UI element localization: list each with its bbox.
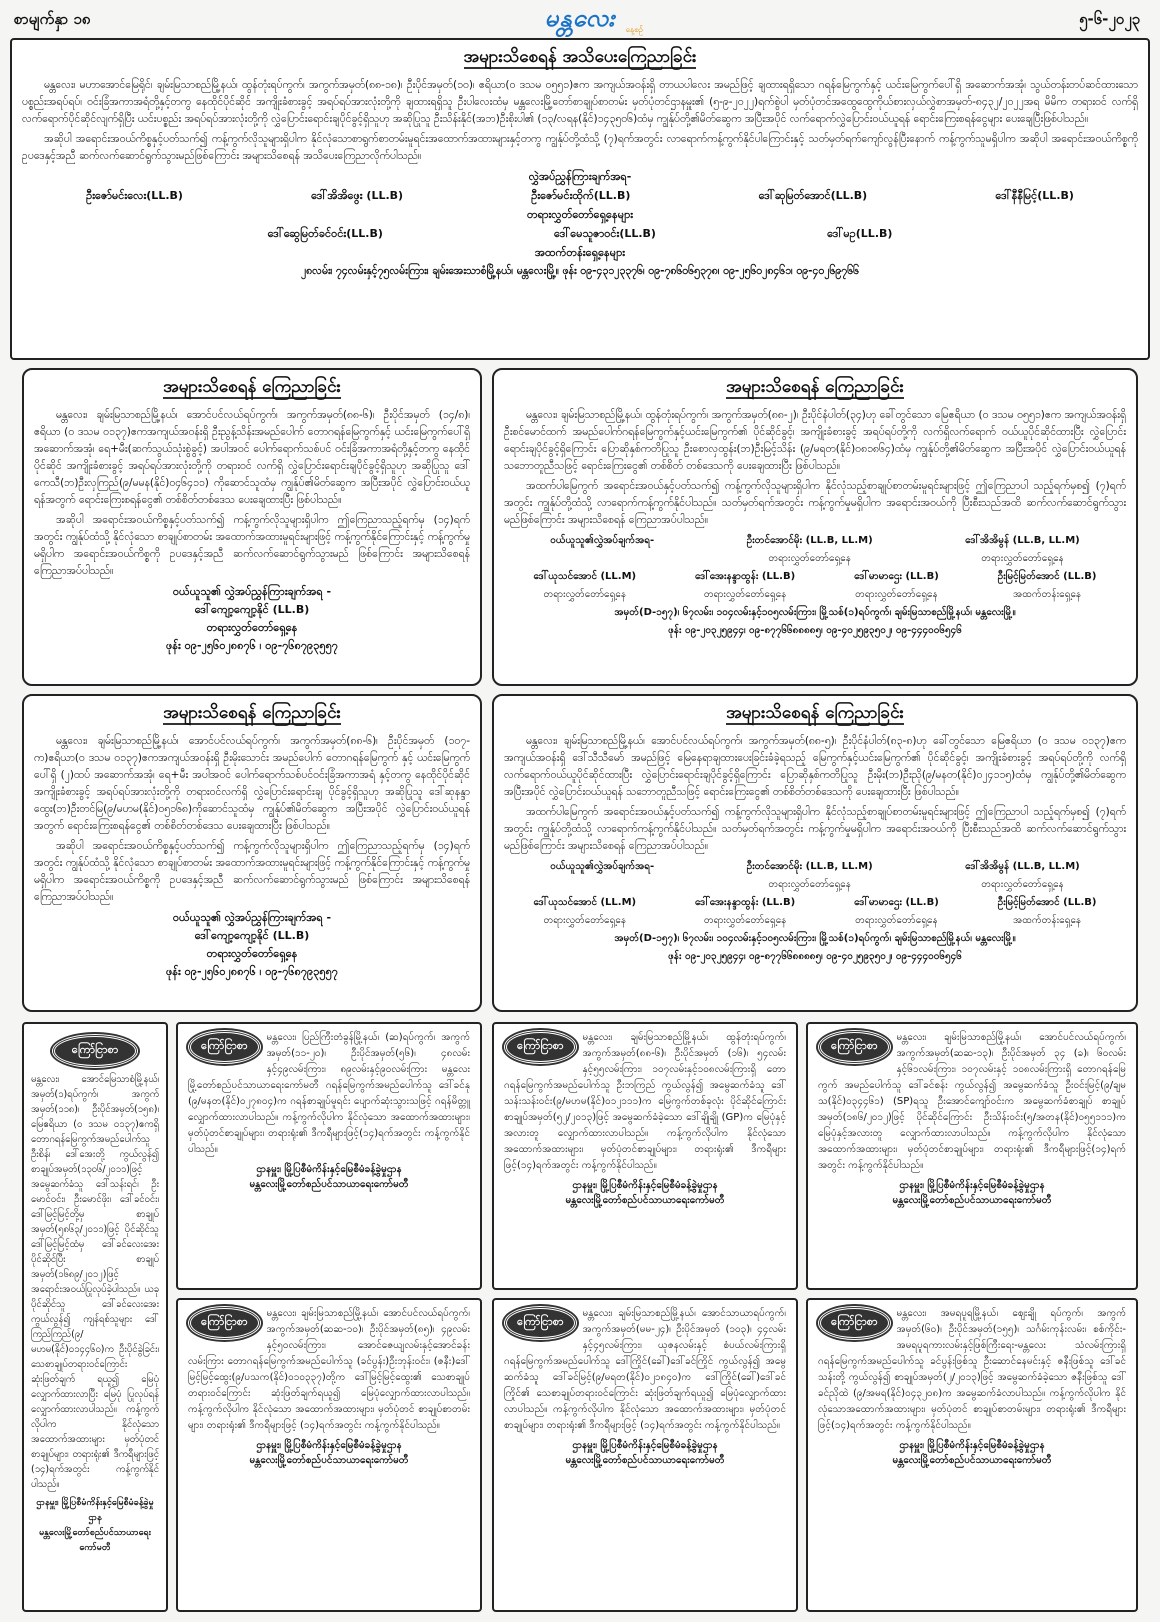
lawyer-row	[504, 532, 1126, 568]
ad-footer: မန္တလေးမြို့တော်စည်ပင်သာယာရေးကော်မတီ	[565, 1455, 725, 1466]
lawyer-role: တရားလွှတ်တော်ရှေ့နေ	[981, 553, 1064, 564]
ad-footer: ဌာနမှူး၊ မြို့ပြစီမံကိန်းနှင့်မြေစီမံခန့်ခွဲမှုဌာန	[899, 1180, 1045, 1191]
notice-title: အများသိစေရန် အသိပေးကြေညာခြင်း	[463, 47, 697, 67]
authority-line: ဝယ်ယူသူ၏ လွှဲအပ်ညွှန်ကြားချက်အရ -	[172, 911, 332, 924]
page-header	[0, 0, 1160, 38]
ad-text: မန္တလေး၊ အမရပူရမြို့နယ်၊ ဈေးချို ရပ်ကွက်၊ အကွက်အမှတ်(၆၀)၊ ဦးပိုင်အမှတ်(၁၅၅)၊ သင်္ဂမ်းကုန်းလမ်း၊ စစ်ကိုင်း-အမရပူရကားလမ်းနှင့်ဖြစ်ကြီးရေး-မန္တလေး သံလမ်းကြားရှိ ဂရန်မြေကွက်အမည်ပေါက်သူ ခင်ပွန်းဖြစ်သူ ဦးဆောင်နေမင်းနှင့် ဇနီးဖြစ်သူ ဒေါ်ခင်သန်းတို့ ကွယ်လွန်၍ စာချုပ်အမှတ်(၂/၂၀၁၃)ဖြင့် အမွေဆက်ခံခဲ့သော ဇနီးဖြစ်သူ ဒေါ်ခင်ညိုထဲ (၉/အမရ(နိုင်)၀၄၃၂၀၈)က အမွေဆက်ခံလာပါသည်။ ကန့်ကွက်လိုပါက နိုင်လုံသောအထောက်အထားများ၊ မှတ်ပုံတင် စာချုပ်စာတမ်းများ၊ တရားရုံး၏ ဒီကရီများဖြင့်(၁၄)ရက်အတွင်း ကန့်ကွက်နိုင်ပါသည်။	[818, 1308, 1126, 1431]
ad-footer: ဌာနမှူး၊ မြို့ပြစီမံကိန်းနှင့်မြေစီမံခန့်ခွဲမှုဌာန	[572, 1180, 718, 1191]
lawyer-row	[22, 224, 1138, 244]
lawyer-block	[747, 858, 873, 894]
contact-phone: ဖုန်း ၀၉-၂၀၃၂၅၉၄၄၊ ၀၉-၈၇၇၆၆၈၈၈၈၅၊ ၀၉-၄၀၂၅၉၃၅၀၂၊ ၀၉-၄၄၄၀၀၆၅၄၆	[668, 625, 962, 636]
notice-title: အများသိစေရန် ကြေညာခြင်း	[163, 703, 341, 723]
ad-footer: မန္တလေးမြို့တော်စည်ပင်သာယာရေးကော်မတီ	[249, 1179, 409, 1190]
lawyer-row	[22, 186, 1138, 206]
lawyer-row	[504, 894, 1126, 930]
small-ad-5	[492, 1298, 798, 1612]
authority-line: ဝယ်ယူသူ၏ လွှဲအပ်ညွှန်ကြားချက်အရ -	[172, 585, 332, 598]
ad-badge: ကြော်ငြာစာ	[504, 1030, 577, 1064]
authority-line: ဝယ်ယူသူ၏လွှဲအပ်ချက်အရ-	[550, 535, 655, 546]
lawyer-row	[504, 568, 1126, 604]
lawyer-name: ဦးဇော်မင်းထိုက်(LL.B)	[531, 189, 631, 202]
notice-paragraph: အဆိုပါ အရောင်းအဝယ်ကိစ္စနှင့်ပတ်သက်၍ ကန့်ကွက်လိုသူများရှိပါက နိုင်လုံသောစာရွက်စာတမ်းမူရင်းအထောက်အထားများနှင့်တကွ ကျွန်ုပ်တို့ထံသို့ (၇)ရက်အတွင်း လာရောက်ကန့်ကွက်နိုင်ပါကြောင်းနှင့် သတ်မှတ်ရက်ကျော်လွန်ပြီးနောက် ကန့်ကွက်သူမရှိပါက အဆိုပါ အရောင်းအဝယ်ကိစ္စကို ဥပဒေနှင့်အညီ ဆက်လက်ဆောင်ရွက်သွားမည်ဖြစ်ကြောင်း အများသိစေရန် အသိပေးကြေညာလိုက်ပါသည်။	[22, 133, 1138, 162]
contact-address: အမှတ်(D-၁၅၇)၊ ၆၇လမ်း၊ ၁၀၄လမ်းနှင့်၁၀၅လမ်းကြား၊ မြို့သစ်(၁)ရပ်ကွက်၊ ချမ်းမြသာစည်မြို့နယ်၊ မန္တလေးမြို့။	[614, 607, 1016, 618]
ad-badge: ကြော်ငြာစာ	[818, 1030, 891, 1064]
ad-text: မန္တလေး၊ အောင်မြေသာစံမြို့နယ်၊ အမှတ်(၁)ရပ်ကွက်၊ အကွက်အမှတ်(၁၁၈)၊ ဦးပိုင်အမှတ်(၁၅၈)၊ မြေဧရိယာ (၀ ဒသမ ၀၁၃၇)ဧကရှိ တောဂရန်မြေကွက်အမည်ပေါက်သူ ဦးစိန်၊ ဒေါ်အေးတို့ ကွယ်လွန်၍ စာချုပ်အမှတ်(၁၃၀၆/၂၀၁၁)ဖြင့် အမွေဆက်ခံသူ ဒေါ်သန်းရင်၊ ဦးမောင်ဝင်း၊ ဦးမောင်ဖိုး၊ ဒေါ်ခင်ဝင်း၊ ဒေါ်မြင့်မြင့်တို့မှ စာချုပ်အမှတ်(၅၈၆၃/၂၀၁၁)ဖြင့် ပိုင်ဆိုင်သူ ဒေါ်မြင့်မြင့်ထံမှ ဒေါ်ခင်လေးအေး ပိုင်ဆိုင်ပြီး စာချုပ်အမှတ်(၁၆၈၉/၂၀၁၂)ဖြင့် အရောင်းအဝယ်ပြုလုပ်ခဲ့ပါသည်။ ယခု ပိုင်ဆိုင်သူ ဒေါ်ခင်လေးအေး ကွယ်လွန်၍ ကျန်ရစ်သူများ ဒေါ်ကြည်ကြည်(၉/မဟမ(နိုင်)၀၁၄၄၆၀)က ဦးပိုင်ခွဲခြင်း၊ သေစာချုပ်တရားဝင်ကြောင်း ဆုံးဖြတ်ချက် ရယူ၍ မြေပုံလျှောက်ထားလာပြီး မြေပုံ ပြုလုပ်ရန် လျှောက်ထားလာပါသည်။ ကန့်ကွက်လိုပါက နိုင်လုံသော အထောက်အထားများ မှတ်ပုံတင်စာချုပ်များ၊ တရားရုံး၏ ဒီကရီများဖြင့် (၁၄)ရက်အတွင်း ကန့်ကွက်နိုင်ပါသည်။	[31, 1074, 159, 1490]
lawyer-role: တရားလွှတ်တော်ရှေ့နေ	[703, 915, 787, 926]
notice-title: အများသိစေရန် ကြေညာခြင်း	[726, 377, 904, 397]
logo-subtext: နေ့စဉ်	[625, 25, 643, 34]
small-ad-4	[176, 1298, 482, 1612]
notice-title: အများသိစေရန် ကြေညာခြင်း	[163, 377, 341, 397]
notice-paragraph: မန္တလေး၊ ချမ်းမြသာစည်မြို့နယ်၊ အောင်ပင်လယ်ရပ်ကွက်၊ အကွက်အမှတ်(၈၈-၆)၊ ဦးပိုင်အမှတ် (၁၀၇-က)ဧရိယာ(၀ ဒသမ ၀၁၃၇)ဧကအကျယ်အဝန်းရှိ ဦးမိုးသောင်း အမည်ပေါက် တောဂရန်မြေကွက် နှင့် ယင်းမြေကွက်ပေါ်ရှိ (၂)ထပ် အဆောက်အအုံ၊ ရေ+မီး အပါအဝင် ပေါက်ရောက်သစ်ပင်ဝင်းခြံအကာအရံ နှင့်တကွ နေထိုင်ပိုင်ဆိုင်အကျိုးခံစားခွင့် အရပ်ရပ်အားလုံးတို့ကို တရားဝင်လက်ရှိ လွှဲပြောင်းရောင်းချ ပိုင်ခွင့်ရှိသူဟု အဆိုပြုသူ ဒေါ်ဆုနန္ဒာထွေး(ဘ)ဦးတင်မြ(၉/မဟမ(နိုင်)၀၅၁၆၈)ကိုဆောင်သူထံမှ ကျွန်ုပ်၏မိတ်ဆွေက အပြီးအပိုင် လွှဲပြောင်းဝယ်ယူရန်အတွက် ရောင်းကြေးစရန်ငွေ၏ တစ်စိတ်တစ်ဒေသ ပေးချေထားပြီး ဖြစ်ပါသည်။	[34, 735, 470, 832]
notice-paragraph: အဆိုပါ အရောင်းအဝယ်ကိစ္စနှင့်ပတ်သက်၍ ကန့်ကွက်လိုသူများရှိပါက ဤကြေညာသည့်ရက်မှ (၁၄)ရက်အတွင်း ကျွန်ုပ်ထံသို့ နိုင်လုံသော စာချုပ်စာတမ်း အထောက်အထားမူရင်းများဖြင့် ကန့်ကွက်နိုင်ကြောင်းနှင့် ကန့်ကွက်မှုမရှိပါက အရောင်းအဝယ်ကိစ္စကို ဥပဒေနှင့်အညီ ဆက်လက်ဆောင်ရွက်သွားမည် ဖြစ်ကြောင်း အများသိစေရန် ကြေညာအပ်ပါသည်။	[34, 514, 470, 577]
lawyer-name: ဒေါ်မာမာဌေး (LL.B)	[854, 897, 939, 908]
lawyer-name: ဒေါ်ယုသင်အောင် (LL.M)	[533, 897, 637, 908]
ad-footer: ဌာနမှူး၊ မြို့ပြစီမံကိန်းနှင့်မြေစီမံခန့်ခွဲမှုဌာန	[256, 1164, 402, 1175]
ad-footer: ဌာနမှူး၊ မြို့ပြစီမံကိန်းနှင့်မြေစီမံခန့်ခွဲမှုဌာန	[256, 1440, 402, 1451]
ad-footer: မန္တလေးမြို့တော်စည်ပင်သာယာရေးကော်မတီ	[565, 1195, 725, 1206]
notice-paragraph: မန္တလေး၊ ချမ်းမြသာစည်မြို့နယ်၊ ထွန်တုံးရပ်ကွက်၊ အကွက်အမှတ်(၈၈-၂)၊ ဦးပိုင်နံပါတ်(၃၄)ဟု ခေါ်တွင်သော မြေဧရိယာ (၀ ဒသမ ၀၅၅၁)ဧက အကျယ်အဝန်းရှိ ဦးစင်မောင်ထက် အမည်ပေါက်ဂရန်မြေကွက်နှင့်ယင်းမြေကွက်၏ ပိုင်ဆိုင်ခွင့်၊ အကျိုးခံစားခွင့် အရပ်ရပ်တို့ကို လက်ရှိလက်ရောက် ဝယ်ယူပိုင်ဆိုင်ထားပြီး လွှဲပြောင်းရောင်းချပိုင်ခွင့်ရှိကြောင်း ပြောဆိုနှစ်ကတိပြုသူ ဦးစောလှထွန်း(ဘ)ဦးမြင့်သိန်း (၉/မရတ(နိုင်)၀၈၁၈၆၄)ထံမှ ကျွန်ုပ်တို့၏မိတ်ဆွေက အပြီးအပိုင် လွှဲပြောင်းဝယ်ယူရန် သဘောတူညီသဖြင့် ရောင်းကြေးငွေ၏ တစ်စိတ် တစ်ဒေသကို ပေးချေထားပြီး ဖြစ်ပါသည်။	[504, 409, 1126, 472]
lawyer-name: ဒေါ်မာမာဌေး (LL.B)	[854, 571, 939, 582]
lawyer-role: တရားလွှတ်တော်ရှေ့နေ	[206, 947, 298, 960]
notice-paragraph: အဆိုပါ အရောင်းအဝယ်ကိစ္စနှင့်ပတ်သက်၍ ကန့်ကွက်လိုသူများရှိပါက ဤကြေညာသည့်ရက်မှ (၁၄)ရက်အတွင်း ကျွန်ုပ်ထံသို့ နိုင်လုံသော စာချုပ်စာတမ်း အထောက်အထားမူရင်းများဖြင့် ကန့်ကွက်နိုင်ကြောင်းနှင့် ကန့်ကွက်မှုမရှိပါက အရောင်းအဝယ်ကိစ္စကို ဥပဒေနှင့်အညီ ဆက်လက်ဆောင်ရွက်သွားမည် ဖြစ်ကြောင်း အများသိစေရန် ကြေညာအပ်ပါသည်။	[34, 840, 470, 903]
lawyer-role: တရားလွှတ်တော်ရှေ့နေများ	[526, 208, 634, 221]
ad-badge: ကြော်ငြာစာ	[818, 1306, 891, 1340]
lawyer-name: ဒေါ်ယုသင်အောင် (LL.M)	[533, 571, 637, 582]
ad-footer: ဌာနမှူး၊ မြို့ပြစီမံကိန်းနှင့်မြေစီမံခန့်ခွဲမှုဌာန	[36, 1498, 154, 1523]
small-ad-2	[492, 1022, 798, 1290]
ad-badge: ကြော်ငြာစာ	[188, 1030, 261, 1064]
lawyer-name: ဦးတင်အောင်မိုး (LL.B, LL.M)	[746, 861, 873, 872]
lawyer-name: ဦးတင်အောင်မိုး (LL.B, LL.M)	[746, 535, 873, 546]
notice-paragraph: မန္တလေး၊ ချမ်းမြသာစည်မြို့နယ်၊ အောင်ပင်လယ်ရပ်ကွက်၊ အကွက်အမှတ်(၈၈-၅)၊ ဦးပိုင်နံပါတ်(၈၃-၈)ဟု ခေါ်တွင်သော မြေဧရိယာ (၀ ဒသမ ၀၁၃၇)ဧက အကျယ်အဝန်းရှိ ဒေါ်သီသီမော် အမည်ဖြင့် မြေနေရာချထားပေးခြင်းခံခဲ့ရသည့် မြေကွက်နှင့်ယင်းမြေကွက်၏ ပိုင်ဆိုင်ခွင့်၊ အကျိုးခံစားခွင့် အရပ်ရပ်တို့ကို လက်ရှိလက်ရောက်ဝယ်ယူပိုင်ဆိုင်ထားပြီး လွှဲပြောင်းရောင်းချပိုင်ခွင့်ရှိကြောင်း ပြောဆိုနှစ်ကတိပြုသူ ဦးမိုး(ဘ)ဦးညို(၉/မနတ(နိုင်)၀၂၄၁၁၅)ထံမှ ကျွန်ုပ်တို့၏မိတ်ဆွေက အပြီးအပိုင် လွှဲပြောင်းဝယ်ယူရန် သဘောတူညီသဖြင့် ရောင်းကြေးငွေ၏ တစ်စိတ်တစ်ဒေသကို ပေးချေထားပြီး ဖြစ်ပါသည်။	[504, 735, 1126, 798]
ad-text: မန္တလေး၊ ချမ်းမြသာစည်မြို့နယ်၊ အောင်သာယာရပ်ကွက်၊ အကွက်အမှတ်(မမ-၂၄)၊ ဦးပိုင်အမှတ် (၁၀၃)၊ ၄၄လမ်းနှင့်၄၅လမ်းကြား၊ ယုဇနလမ်းနှင့် စံပယ်လမ်းကြားရှိ ဂရန်မြေကွက်အမည်ပေါက်သူ ဒေါ်ကြိုင်(ခေါ်)ဒေါ်ခင်ကြိုင် ကွယ်လွန်၍ အမွေဆက်ခံသူ ဒေါ်ခင်မြင့်(၉/မရတ(နိုင်)၀၂၁၈၄၀)က ဒေါ်ကြိုင်(ခေါ်)ဒေါ်ခင်ကြိုင်၏ သေစာချုပ်တရားဝင်ကြောင်း ဆုံးဖြတ်ချက်ရယူ၍ မြေပုံလျှောက်ထားလာပါသည်။ ကန့်ကွက်လိုပါက နိုင်လုံသော အထောက်အထားများ၊ မှတ်ပုံတင်စာချုပ်များ၊ တရားရုံး၏ ဒီကရီများဖြင့် (၁၄)ရက်အတွင်း ကန့်ကွက်နိုင်ပါသည်။	[504, 1308, 786, 1431]
logo-text: မန္တလေး	[544, 4, 616, 32]
issue-date: ၅-၆-၂၀၂၃	[1079, 10, 1140, 28]
lawyer-role: တရားလွှတ်တော်ရှေ့နေ	[855, 915, 938, 926]
small-ad-1	[176, 1022, 482, 1290]
lawyer-name: ဒေါ်မဥ(LL.B)	[827, 227, 893, 240]
lawyer-role: အထက်တန်းရှေ့နေ	[1013, 589, 1082, 600]
lawyer-block	[533, 568, 636, 604]
page-number: စာမျက်နှာ ၁၈	[14, 10, 91, 28]
lawyer-role: တရားလွှတ်တော်ရှေ့နေ	[206, 621, 298, 634]
ad-footer: မန္တလေးမြို့တော်စည်ပင်သာယာရေးကော်မတီ	[892, 1455, 1052, 1466]
lawyer-block	[854, 568, 939, 604]
lawyer-role: တရားလွှတ်တော်ရှေ့နေ	[703, 589, 787, 600]
lawyer-block	[695, 894, 795, 930]
contact-phone: ဖုန်း ၀၉-၂၀၃၂၅၉၄၄၊ ၀၉-၈၇၇၆၆၈၈၈၈၅၊ ၀၉-၄၀၂၅၉၃၅၀၂၊ ၀၉-၄၄၄၀၀၆၅၄၆	[668, 951, 962, 962]
lawyer-role: တရားလွှတ်တော်ရှေ့နေ	[981, 879, 1064, 890]
lawyer-block	[695, 568, 795, 604]
contact-phone: ဖုန်း ၀၉-၂၅၆၀၂၈၈၇၆ ၊ ၀၉-၇၆၈၇၉၃၅၅၇	[166, 965, 338, 978]
lawyer-block	[747, 532, 873, 568]
lawyer-name: ဒေါ်အေးနန္ဒာထွန်း (LL.B)	[695, 571, 796, 582]
lawyer-role: တရားလွှတ်တော်ရှေ့နေ	[768, 553, 851, 564]
small-ad-tall	[22, 1022, 168, 1612]
ad-text: မန္တလေး၊ ချမ်းမြသာစည်မြို့နယ်၊ ထွန်တုံးရပ်ကွက်၊ အကွက်အမှတ်(၈၈-၆)၊ ဦးပိုင်အမှတ် (၁၆)၊ ၅၄လမ်းနှင့်၅၅လမ်းကြား၊ ၁၀၇လမ်းနှင့်၁၀၈လမ်းကြားရှိ တောဂရန်မြေကွက်အမည်ပေါက်သူ ဦးဘကြည် ကွယ်လွန်၍ အမွေဆက်ခံသူ ဒေါ်သန်းသန်းဝင်း(၉/မဟမ(နိုင်)၀၁၂၁၁၁)က မြေကွက်တစ်ခုလုံး ပိုင်ဆိုင်ကြောင်း စာချုပ်အမှတ်(၅၂/၂၀၁၃)ဖြင့် အမွေဆက်ခံခဲ့သော ဒေါ်ချိုချို (GP)က မြေပုံနှင့်အလားတူ လျှောက်ထားလာပါသည်။ ကန့်ကွက်လိုပါက နိုင်လုံသော အထောက်အထားများ၊ မှတ်ပုံတင်စာချုပ်များ၊ တရားရုံး၏ ဒီကရီများဖြင့်(၁၄)ရက်အတွင်း ကန့်ကွက်နိုင်ပါသည်။	[504, 1032, 786, 1171]
notice-left-1	[22, 368, 482, 686]
lawyer-role: အထက်တန်းရှေ့နေများ	[534, 246, 626, 259]
lawyer-block	[965, 532, 1080, 568]
lawyer-block	[854, 894, 939, 930]
lawyer-name: ဒေါ်အေးနန္ဒာထွန်း (LL.B)	[695, 897, 796, 908]
contact-phone: ဖုန်း ၀၉-၂၅၆၀၂၈၈၇၆ ၊ ၀၉-၇၆၈၇၉၃၅၅၇	[166, 639, 338, 652]
ad-footer: ဌာနမှူး၊ မြို့ပြစီမံကိန်းနှင့်မြေစီမံခန့်ခွဲမှုဌာန	[899, 1440, 1045, 1451]
notice-left-2	[22, 694, 482, 1012]
notice-title: အများသိစေရန် ကြေညာခြင်း	[726, 703, 904, 723]
lawyer-name: ဒေါ်အိအိမွန် (LL.B, LL.M)	[965, 535, 1080, 546]
authority-line: ဝယ်ယူသူ၏လွှဲအပ်ချက်အရ-	[550, 861, 655, 872]
lawyer-name: ဦးမြင့်မြတ်အောင် (LL.B)	[997, 571, 1097, 582]
lawyer-block	[533, 894, 636, 930]
notice-paragraph: မန္တလေး၊ ချမ်းမြသာစည်မြို့နယ်၊ အောင်ပင်လယ်ရပ်ကွက်၊ အကွက်အမှတ်(၈၈-၆)၊ ဦးပိုင်အမှတ် (၁၄/၈)၊ ဧရိယာ (၀ ဒသမ ၀၁၃၇)ဧကအကျယ်အဝန်းရှိ ဦးညွန့်သိန်းအမည်ပေါက် တောဂရန်မြေကွက်နှင့် ယင်းမြေကွက်ပေါ်ရှိ အဆောက်အအုံ၊ ရေ+မီး(ဆက်သွယ်သုံးစွဲခွင့်) အပါအဝင် ပေါက်ရောက်သစ်ပင် ဝင်းခြံအကာအရံတို့နှင့်တကွ နေထိုင်ပိုင်ဆိုင် အကျိုးခံစားခွင့် အရပ်ရပ်အားလုံးတို့ကို တရားဝင် လက်ရှိ လွှဲပြောင်းရောင်းချပိုင်ခွင့်ရှိသူဟု အဆိုပြုသူ ဒေါ်ကေသီ(ဘ)ဦးလှကြည်(၉/မမန(နိုင်)၀၄၆၄၁၁) ကိုဆောင်သူထံမှ ကျွန်ုပ်၏မိတ်ဆွေက အပြီးအပိုင် လွှဲပြောင်းဝယ်ယူရန်အတွက် ရောင်းကြေးစရန်ငွေ၏ တစ်စိတ်တစ်ဒေသ ပေးချေထားပြီး ဖြစ်ပါသည်။	[34, 409, 470, 506]
lawyer-block	[998, 568, 1097, 604]
contact-address: ၂၈လမ်း၊ ၇၄လမ်းနှင့်၇၅လမ်းကြား၊ ချမ်းအေးသာစံမြို့နယ်၊ မန္တလေးမြို့။ ဖုန်း ၀၉-၄၃၁၂၃၃၇၆၊ ၀၉-၇၈၆၀၆၅၃၇၈၊ ၀၉-၂၅၆၀၂၈၄၆၁၊ ၀၉-၄၀၂၆၉၇၆၆	[300, 265, 860, 277]
ad-footer: မန္တလေးမြို့တော်စည်ပင်သာယာရေးကော်မတီ	[39, 1528, 151, 1553]
lawyer-role: အထက်တန်းရှေ့နေ	[1013, 915, 1082, 926]
notice-right-2	[492, 694, 1138, 1012]
lawyer-role: တရားလွှတ်တော်ရှေ့နေ	[543, 915, 627, 926]
lawyer-block	[998, 894, 1097, 930]
contact-address: အမှတ်(D-၁၅၇)၊ ၆၇လမ်း၊ ၁၀၄လမ်းနှင့်၁၀၅လမ်းကြား၊ မြို့သစ်(၁)ရပ်ကွက်၊ ချမ်းမြသာစည်မြို့နယ်၊ မန္တလေးမြို့။	[614, 933, 1016, 944]
masthead-logo	[505, 2, 655, 36]
lawyer-name: ဒေါ်ကျော့ကျော့နိုင် (LL.B)	[194, 603, 310, 616]
lawyer-name: ဦးဇော်မင်းလေး(LL.B)	[86, 189, 183, 202]
authority-line: လွှဲအပ်ညွှန်ကြားချက်အရ-	[528, 170, 632, 183]
notice-paragraph: မန္တလေး၊ မဟာအောင်မြေရိုင်၊ ချမ်းမြသာစည်မြို့နယ်၊ ထွန်တုံးရပ်ကွက်၊ အကွက်အမှတ်(၈၈-၁၈)၊ ဦးပိုင်အမှတ်(၁၀)၊ ဧရိယာ(၀ ဒသမ ၀၅၅၁)ဧက အကျယ်အဝန်းရှိ တာယပါလေး အမည်ဖြင့် ချထားရရှိသော ဂရန်မြေကွက်နှင့် ယင်းမြေကွက်ပေါ်ရှိ အဆောက်အအုံ၊ သွယ်တန်းတပ်ဆင်ထားသော ပစ္စည်းအရပ်ရပ်၊ ဝင်းခြံအကာအရံတို့နှင့်တကွ နေထိုင်ပိုင်ဆိုင် အကျိုးခံစားခွင့် အရပ်ရပ်အားလုံးတို့ကို ချထားရရှိသူ ဦးပါလေးထံမှ မန္တလေးမြို့တော်စာချုပ်စာတမ်း မှတ်ပုံတင်ဌာနမှူး၏ (၅-၉-၂၀၂၂)ရက်စွဲပါ မှတ်ပုံတင်အထွေထွေကိုယ်စားလှယ်လွှဲစာအမှတ်-၈၄၃၂/၂၀၂၂အရ မိမိက တရားဝင် လက်ရှိလက်ရောက်ပိုင်ဆိုင်လျက်ရှိပြီး ယင်းပစ္စည်း အရပ်ရပ်အားလုံးတို့ကို လွှဲပြောင်းရောင်းချပိုင်ခွင့်ရှိသူဟု အဆိုပြုသူ ဦးသိန်းနိုင်(အဘ)ဦးစိုးပါ၏ (၁၃/လရန(နိုင်)၁၄၃၅၀၆)ထံမှ ကျွန်ုပ်တို့၏မိတ်ဆွေက အပြီးအပိုင် လက်ရောက်လွှဲပြောင်းဝယ်ယူရန် ရောင်းကြေးစရန်ငွေများ ပေးချေပြီးဖြစ်ပါသည်။	[22, 79, 1138, 125]
lawyer-name: ဒေါ်ဆွေမြတ်ခင်ဝင်း(LL.B)	[267, 227, 383, 240]
ad-footer: မန္တလေးမြို့တော်စည်ပင်သာယာရေးကော်မတီ	[892, 1195, 1052, 1206]
lawyer-row	[504, 858, 1126, 894]
notice-paragraph: အထက်ပါမြေကွက် အရောင်းအဝယ်နှင့်ပတ်သက်၍ ကန့်ကွက်လိုသူများရှိပါက နိုင်လုံသည့်စာချုပ်စာတမ်းမူရင်းများဖြင့် ဤကြေညာပါ သည့်ရက်မှစ၍ (၇)ရက်အတွင်း ကျွန်ုပ်တို့ထံသို့ လာရောက်ကန့်ကွက်နိုင်ပါသည်။ သတ်မှတ်ရက်အတွင်း ကန့်ကွက်မှုမရှိပါက အရောင်းအဝယ်ကို ပြီးစီးသည်အထိ ဆက်လက်ဆောင်ရွက်သွားမည်ဖြစ်ကြောင်း အများသိစေရန် ကြေညာအပ်ပါသည်။	[504, 806, 1126, 852]
ad-footer: ဌာနမှူး၊ မြို့ပြစီမံကိန်းနှင့်မြေစီမံခန့်ခွဲမှုဌာန	[572, 1440, 718, 1451]
ad-badge: ကြော်ငြာစာ	[504, 1306, 577, 1340]
small-ad-6	[806, 1298, 1138, 1612]
lawyer-name: ဒေါ်အိအိဖွေး (LL.B)	[311, 189, 404, 202]
lawyer-name: ဦးမြင့်မြတ်အောင် (LL.B)	[997, 897, 1097, 908]
notice-right-1	[492, 368, 1138, 686]
lawyer-block	[965, 858, 1080, 894]
ad-text: မန္တလေး၊ ပြည်ကြီးတံခွန်မြို့နယ်၊ (ဆ)ရပ်ကွက်၊ အကွက်အမှတ်(၁၁-၂၀)၊ ဦးပိုင်အမှတ်(၅၆)၊ ၄၈လမ်းနှင့်၄၉လမ်းကြား၊ ၈၉လမ်းနှင့်၉၀လမ်းကြား မန္တလေးမြို့တော်စည်ပင်သာယာရေးကော်မတီ ဂရန်မြေကွက်အမည်ပေါက်သူ ဒေါ်ခင်နု (၉/မနတ(နိုင်)၀၂၇၈၀၄)က ဂရန်စာချုပ်မူရင်း ပျောက်ဆုံးသွားသဖြင့် ဂရန်မိတ္တူလျှောက်ထားလာပါသည်။ ကန့်ကွက်လိုပါက နိုင်လုံသော အထောက်အထားများ၊ မှတ်ပုံတင်စာချုပ်များ၊ တရားရုံး၏ ဒီကရီများဖြင့်(၁၄)ရက်အတွင်း ကန့်ကွက်နိုင်ပါသည်။	[188, 1032, 470, 1155]
ad-badge: ကြော်ငြာစာ	[188, 1306, 261, 1340]
ad-badge: ကြော်ငြာစာ	[52, 1034, 138, 1068]
top-notice	[10, 38, 1150, 360]
lawyer-role: တရားလွှတ်တော်ရှေ့နေ	[855, 589, 938, 600]
lawyer-name: ဒေါ်မေသူဇာဝင်း(LL.B)	[554, 227, 656, 240]
lawyer-name: ဒေါ်ဆုမြတ်အောင်(LL.B)	[758, 189, 868, 202]
notice-paragraph: အထက်ပါမြေကွက် အရောင်းအဝယ်နှင့်ပတ်သက်၍ ကန့်ကွက်လိုသူများရှိပါက နိုင်လုံသည့်စာချုပ်စာတမ်းမူရင်းများဖြင့် ဤကြေညာပါ သည့်ရက်မှစ၍ (၇)ရက်အတွင်း ကျွန်ုပ်တို့ထံသို့ လာရောက်ကန့်ကွက်နိုင်ပါသည်။ သတ်မှတ်ရက်အတွင်း ကန့်ကွက်မှုမရှိပါက အရောင်းအဝယ်ကို ပြီးစီးသည်အထိ ဆက်လက်ဆောင်ရွက်သွားမည်ဖြစ်ကြောင်း အများသိစေရန် ကြေညာအပ်ပါသည်။	[504, 480, 1126, 526]
lawyer-role: တရားလွှတ်တော်ရှေ့နေ	[768, 879, 851, 890]
ad-text: မန္တလေး၊ ချမ်းမြသာစည်မြို့နယ်၊ အောင်ပင်လယ်ရပ်ကွက်၊ အကွက်အမှတ်(ဆဆ-၁၀)၊ ဦးပိုင်အမှတ်(၈၅)၊ ၄၉လမ်းနှင့်၅၀လမ်းကြား၊ အောင်ဇေယျလမ်းနှင့်အောင်ခန်းလမ်းကြား တောဂရန်မြေကွက်အမည်ပေါက်သူ (ခင်ပွန်း)ဦးဘုန်းဝင်း၊ (ဇနီး)ဒေါ်မြင့်မြင့်ထွေး(၉/ပသက(နိုင်)၀၁၀၃၃၇)တို့က ဒေါ်မြင့်မြင့်ထွေး၏ သေစာချုပ်တရားဝင်ကြောင်း ဆုံးဖြတ်ချက်ရယူ၍ မြေပုံလျှောက်ထားလာပါသည်။ ကန့်ကွက်လိုပါက နိုင်လုံသော အထောက်အထားများ၊ မှတ်ပုံတင် စာချုပ်စာတမ်းများ၊ တရားရုံး၏ ဒီကရီများဖြင့် (၁၄)ရက်အတွင်း ကန့်ကွက်နိုင်ပါသည်။	[188, 1308, 470, 1431]
ad-text: မန္တလေး၊ ချမ်းမြသာစည်မြို့နယ်၊ အောင်ပင်လယ်ရပ်ကွက်၊ အကွက်အမှတ်(ဆဆ-၁၃)၊ ဦးပိုင်အမှတ် ၃၄ (ခ)၊ ၆၀လမ်းနှင့်၆၁လမ်းကြား၊ ၁၀၇လမ်းနှင့် ၁၀၈လမ်းကြားရှိ တောဂရန်မြေကွက် အမည်ပေါက်သူ ဒေါ်ခင်စန်း ကွယ်လွန်၍ အမွေဆက်ခံသူ ဦးဝင်းမြင့်(၉/ချမသ(နိုင်)၀၃၄၄၆၁) (SP)ရသူ ဦးအောင်ကျော်ဝင်းက အမွေဆက်ခံစာချုပ် စာချုပ်အမှတ်(၁၈၆/၂၀၁၂)ဖြင့် ပိုင်ဆိုင်ကြောင်း ဦးသိန်းဝင်း(၅/အတန(နိုင်)၀၅၅၁၁၁)က မြေပုံနှင့်အလားတူ လျှောက်ထားလာပါသည်။ ကန့်ကွက်လိုပါက နိုင်လုံသော အထောက်အထားများ၊ မှတ်ပုံတင်စာချုပ်များ၊ တရားရုံး၏ ဒီကရီများဖြင့်(၁၄)ရက်အတွင်း ကန့်ကွက်နိုင်ပါသည်။	[818, 1032, 1126, 1171]
lawyer-name: ဒေါ်အိအိမွန် (LL.B, LL.M)	[965, 861, 1080, 872]
lawyer-name: ဒေါ်ကျော့ကျော့နိုင် (LL.B)	[194, 929, 310, 942]
lawyer-role: တရားလွှတ်တော်ရှေ့နေ	[543, 589, 627, 600]
lawyer-name: ဒေါ်နီနီမြင့်(LL.B)	[995, 189, 1074, 202]
small-ad-3	[806, 1022, 1138, 1290]
ad-footer: မန္တလေးမြို့တော်စည်ပင်သာယာရေးကော်မတီ	[249, 1455, 409, 1466]
